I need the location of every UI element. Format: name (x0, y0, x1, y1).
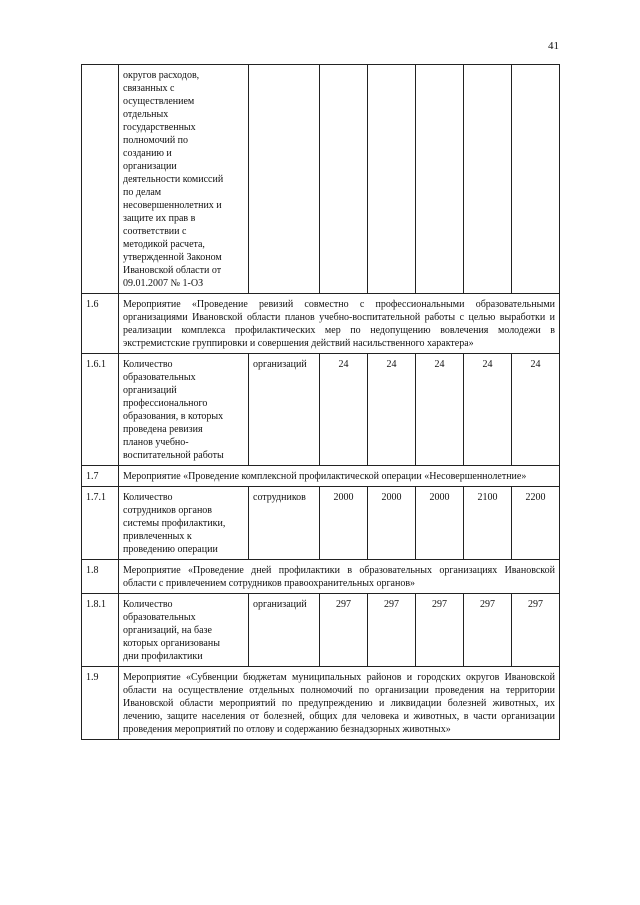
indicator-row (82, 65, 560, 294)
row-number: 1.7 (82, 466, 119, 487)
year-value-2: 297 (368, 594, 416, 667)
indicator-name-line: Ивановской области от (123, 265, 222, 276)
indicator-name (119, 594, 249, 667)
measure-text: Мероприятие «Проведение ревизий совместно с профессиональными образовательными организациями Ивановской области планов учебно-воспитательной работы с целью выработки и реализации комплекса профилактических мер по недопущению вовлечения молодежи в экстремистские группировки и совершения действий насильственного характера» (119, 294, 560, 354)
indicator-name-line: утвержденной Законом (123, 252, 222, 263)
indicator-name (119, 65, 249, 294)
year-value-5 (512, 65, 560, 294)
indicator-name-line: планов учебно- (123, 437, 189, 448)
indicator-name-line: организации (123, 161, 177, 172)
indicator-name-line: 09.01.2007 № 1-ОЗ (123, 278, 204, 289)
measure-text: Мероприятие «Проведение дней профилактики в образовательных организациях Ивановской области с привлечением сотрудников правоохранительных органов» (119, 560, 560, 594)
indicator-name-line: привлеченных к (123, 531, 192, 542)
indicator-name-line: системы профилактики, (123, 518, 226, 529)
indicator-name-line: отдельных (123, 109, 169, 120)
year-value-2 (368, 65, 416, 294)
row-number: 1.6.1 (82, 354, 119, 466)
indicator-name-line: которых организованы (123, 638, 220, 649)
unit-of-measure: организаций (249, 354, 320, 466)
year-value-1 (320, 65, 368, 294)
indicator-name-line: организаций, на базе (123, 625, 212, 636)
table-body (82, 65, 560, 740)
unit-of-measure (249, 65, 320, 294)
year-value-1: 297 (320, 594, 368, 667)
indicator-name-line: полномочий по (123, 135, 189, 146)
indicator-name-line: деятельности комиссий (123, 174, 224, 185)
year-value-5: 2200 (512, 487, 560, 560)
row-number (82, 65, 119, 294)
year-value-5: 24 (512, 354, 560, 466)
indicator-name-line: образовательных (123, 372, 196, 383)
indicator-name-line: Количество (123, 599, 173, 610)
indicator-row (82, 594, 560, 667)
unit-of-measure: организаций (249, 594, 320, 667)
row-number: 1.8.1 (82, 594, 119, 667)
indicator-row (82, 487, 560, 560)
year-value-3: 2000 (416, 487, 464, 560)
year-value-3 (416, 65, 464, 294)
measure-row (82, 466, 560, 487)
program-indicators-table (81, 64, 560, 740)
measure-row (82, 560, 560, 594)
indicator-name-line: связанных с (123, 83, 175, 94)
measure-row (82, 294, 560, 354)
page-number: 41 (548, 40, 559, 52)
indicator-name-line: проведена ревизия (123, 424, 203, 435)
year-value-4: 2100 (464, 487, 512, 560)
row-number: 1.8 (82, 560, 119, 594)
measure-text: Мероприятие «Проведение комплексной профилактической операции «Несовершеннолетние» (119, 466, 560, 487)
indicator-name-line: Количество (123, 359, 173, 370)
indicator-name-line: по делам (123, 187, 162, 198)
year-value-3: 24 (416, 354, 464, 466)
year-value-2: 24 (368, 354, 416, 466)
indicator-name-line: организаций (123, 385, 177, 396)
indicator-row (82, 354, 560, 466)
indicator-name-line: осуществлением (123, 96, 195, 107)
indicator-name-line: округов расходов, (123, 70, 200, 81)
year-value-1: 24 (320, 354, 368, 466)
indicator-name-line: соответствии с (123, 226, 187, 237)
row-number: 1.7.1 (82, 487, 119, 560)
indicator-name-line: созданию и (123, 148, 172, 159)
year-value-5: 297 (512, 594, 560, 667)
indicator-name-line: сотрудников органов (123, 505, 213, 516)
indicator-name-line: несовершеннолетних и (123, 200, 222, 211)
indicator-name (119, 354, 249, 466)
indicator-name-line: дни профилактики (123, 651, 203, 662)
indicator-name-line: образовательных (123, 612, 196, 623)
row-number: 1.9 (82, 667, 119, 740)
year-value-4 (464, 65, 512, 294)
row-number: 1.6 (82, 294, 119, 354)
indicator-name (119, 487, 249, 560)
measure-row (82, 667, 560, 740)
indicator-name-line: образования, в которых (123, 411, 224, 422)
year-value-1: 2000 (320, 487, 368, 560)
indicator-name-line: Количество (123, 492, 173, 503)
indicator-name-line: воспитательной работы (123, 450, 224, 461)
year-value-2: 2000 (368, 487, 416, 560)
indicator-name-line: профессионального (123, 398, 208, 409)
year-value-4: 297 (464, 594, 512, 667)
year-value-4: 24 (464, 354, 512, 466)
indicator-name-line: проведению операции (123, 544, 218, 555)
measure-text: Мероприятие «Субвенции бюджетам муниципальных районов и городских округов Ивановской области на осуществление отдельных полномочий по организации проведения на территории Ивановской области мероприятий по предупреждению и ликвидации болезней животных, их лечению, защите населения от болезней, общих для человека и животных, в части организации проведения мероприятий по отлову и содержанию безнадзорных животных» (119, 667, 560, 740)
unit-of-measure: сотрудников (249, 487, 320, 560)
indicator-name-line: методикой расчета, (123, 239, 205, 250)
indicator-name-line: государственных (123, 122, 196, 133)
indicator-name-line: защите их прав в (123, 213, 196, 224)
year-value-3: 297 (416, 594, 464, 667)
